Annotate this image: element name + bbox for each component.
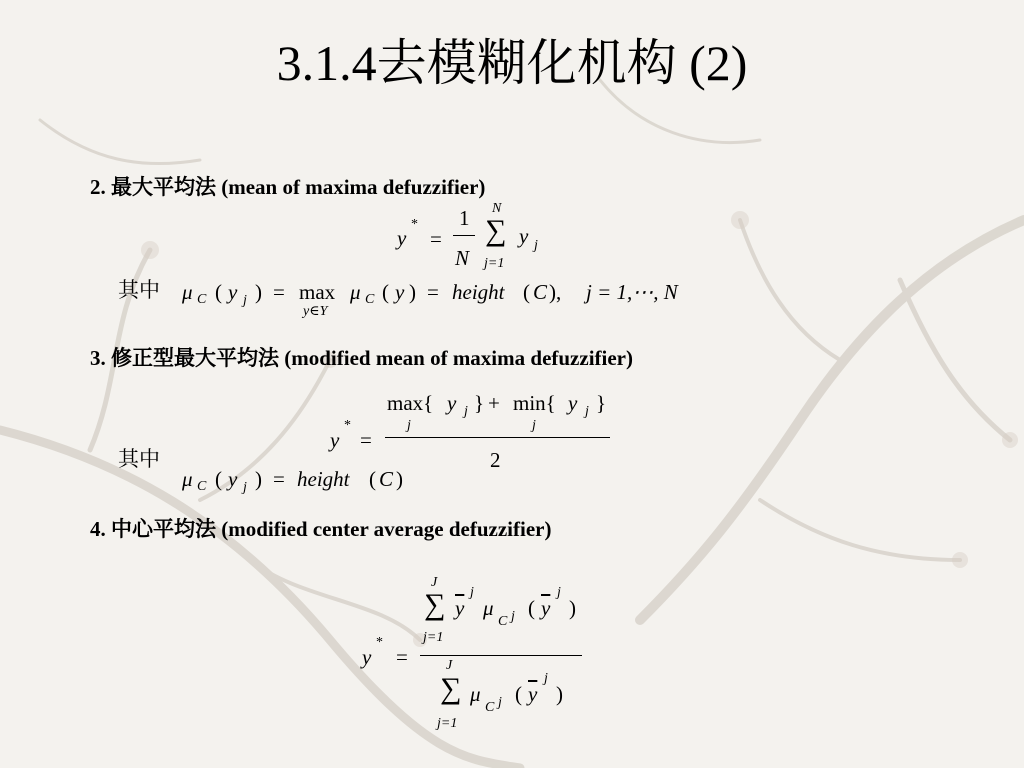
sum-lower-limit: j=1 (484, 256, 505, 271)
y-var-3: y (228, 467, 238, 491)
den-mu-sub-C: C (485, 700, 495, 715)
where-label-1: 其中 (118, 278, 160, 302)
num-mu-sub-C: C (498, 614, 508, 629)
section-heading-mean-of-maxima: 2. 最大平均法 (mean of maxima defuzzifier) (90, 175, 486, 199)
num-mu-sub-j: j (511, 609, 515, 624)
den-mu: μ (470, 682, 481, 706)
numerator-min: min{ (513, 391, 556, 415)
frac-numerator: 1 (459, 206, 470, 230)
sum-term-sub-j: j (534, 238, 538, 253)
eq-lhs-y: y (397, 226, 407, 250)
num-sum-lower: j=1 (423, 630, 444, 645)
fraction-bar-2 (385, 437, 610, 438)
section-heading-center-average: 4. 中心平均法 (modified center average defuzzifier) (90, 517, 552, 541)
num-arg-sup-j: j (557, 585, 561, 600)
height-arg-C: C (533, 280, 548, 304)
cav-lhs-star: * (376, 635, 383, 650)
den-arg-sup-j: j (544, 671, 548, 686)
numerator-y-sub-1: j (464, 404, 468, 419)
index-range: j = 1,⋯, N (586, 280, 678, 304)
numerator-close-2: } (596, 391, 607, 415)
sum-upper-limit: N (492, 201, 502, 216)
den-arg-y-bar: $\overline{y}$ (528, 682, 538, 706)
condition-equals-3: = (273, 467, 285, 491)
y-sub-j-3: j (243, 480, 247, 495)
eq-equals: = (430, 227, 442, 251)
eq-lhs-star: * (411, 217, 418, 232)
height-function-2: height (297, 467, 350, 491)
mu-symbol-3: μ (182, 467, 193, 491)
fraction-bar-3 (420, 655, 582, 656)
y-var-2: y (395, 280, 405, 304)
num-y-bar: $\overline{y}$ (455, 596, 465, 620)
denominator-2: 2 (490, 448, 501, 472)
max-subscript: y∈Y (303, 304, 328, 319)
condition-equals: = (273, 280, 285, 304)
section-heading-modified-mean-of-maxima: 3. 修正型最大平均法 (modified mean of maxima defuzzifier) (90, 346, 633, 370)
num-sum-upper: J (431, 575, 438, 590)
numerator-y-2: y (568, 391, 578, 415)
den-sum-lower: j=1 (437, 716, 458, 731)
den-mu-sub-j: j (498, 695, 502, 710)
min-subscript-j: j (532, 418, 536, 433)
num-sigma: ∑ (424, 588, 446, 621)
numerator-close-1: } (474, 391, 485, 415)
mu-sub-C-3: C (197, 479, 207, 494)
max-operator: max (299, 280, 336, 304)
den-sum-upper: J (446, 658, 453, 673)
lhs-star: * (344, 418, 351, 433)
numerator-max: max{ (387, 391, 434, 415)
numerator-y-sub-2: j (585, 404, 589, 419)
height-arg-C-2: C (379, 467, 394, 491)
mu-sub-C: C (197, 292, 207, 307)
y-sub-j: j (243, 293, 247, 308)
cav-equals: = (396, 645, 408, 669)
num-arg-y-bar: $\overline{y}$ (541, 596, 551, 620)
where-label-2: 其中 (118, 447, 160, 471)
cav-lhs-y: y (362, 645, 372, 669)
slide-title: 3.1.4去模糊化机构 (2) (276, 35, 748, 91)
lhs-y: y (330, 428, 340, 452)
num-y-sup-j: j (470, 585, 474, 600)
sum-term-y: y (519, 224, 529, 248)
mu-symbol: μ (182, 280, 193, 304)
mu-symbol-2: μ (350, 280, 361, 304)
height-function: height (452, 280, 505, 304)
condition-equals-2: = (427, 280, 439, 304)
y-var: y (228, 280, 238, 304)
numerator-y-1: y (447, 391, 457, 415)
sum-sigma: ∑ (485, 214, 507, 247)
den-sigma: ∑ (440, 672, 462, 705)
num-mu: μ (483, 596, 494, 620)
max-subscript-j: j (407, 418, 411, 433)
numerator-plus: + (488, 391, 500, 415)
lhs-equals: = (360, 428, 372, 452)
mu-sub-C-2: C (365, 292, 375, 307)
fraction-bar (453, 235, 475, 236)
frac-denominator: N (455, 246, 470, 270)
